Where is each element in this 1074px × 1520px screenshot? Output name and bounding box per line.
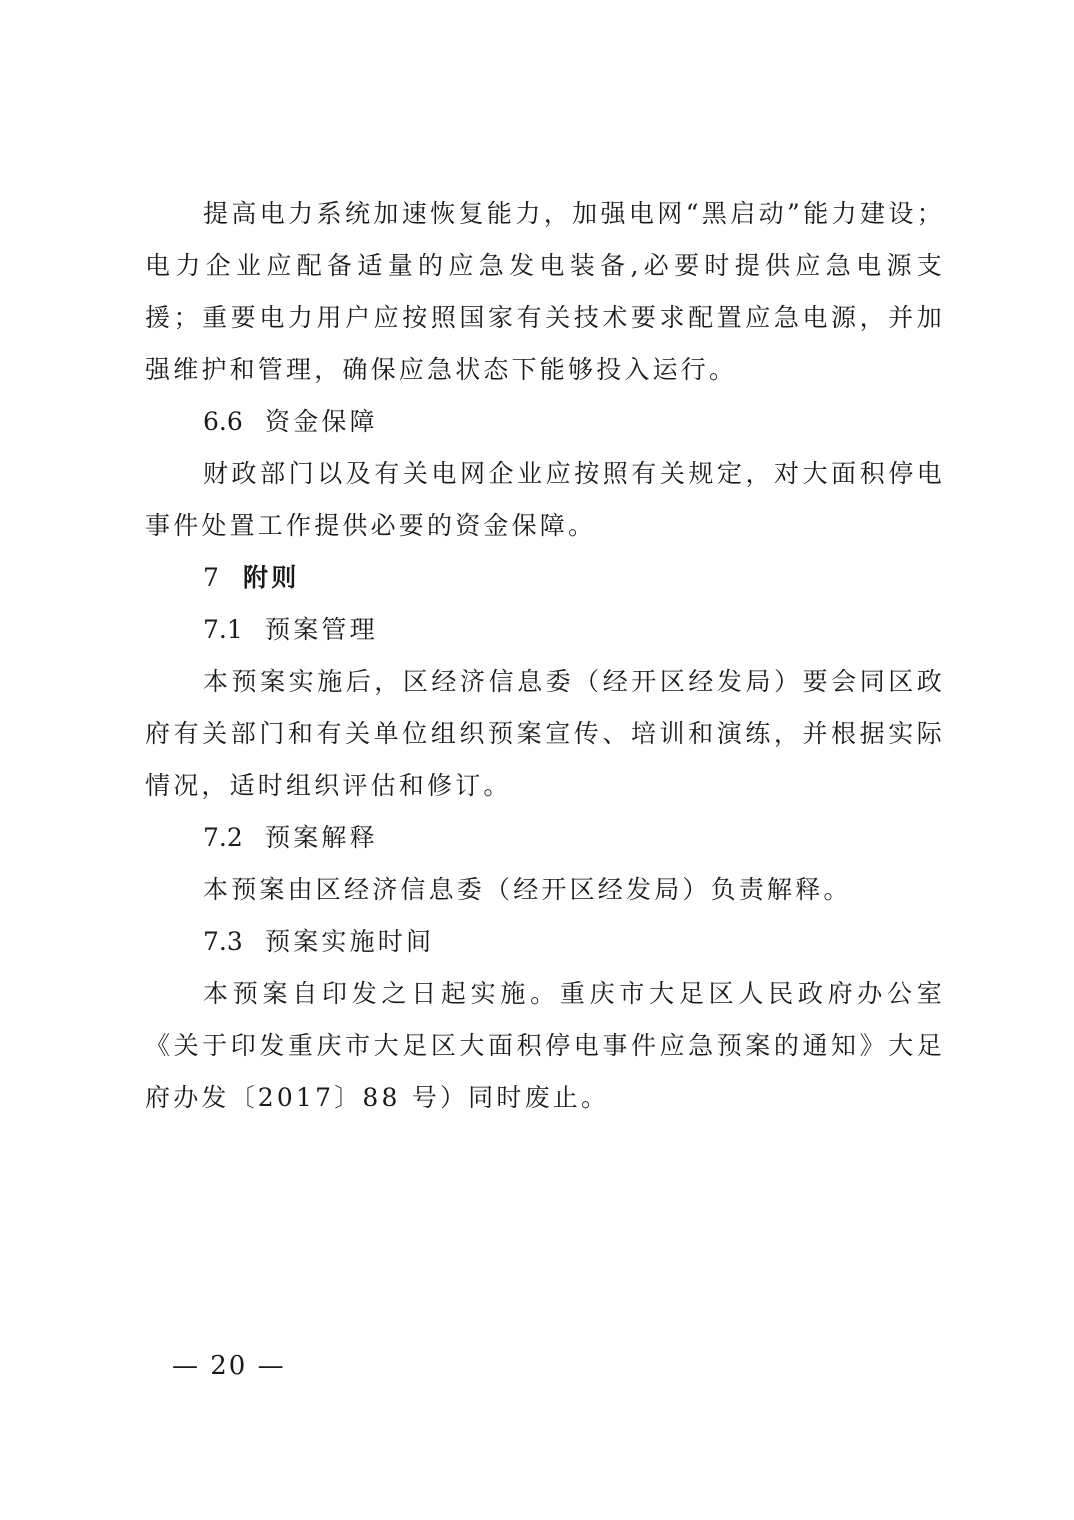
section-title: 资金保障 xyxy=(265,407,378,436)
section-title: 预案管理 xyxy=(265,615,378,644)
chapter-heading-7 xyxy=(145,552,945,604)
paragraph-power-recovery: 提高电力系统加速恢复能力，加强电网“黑启动”能力建设；电力企业应配备适量的应急发电装备,必要时提供应急电源支援；重要电力用户应按照国家有关技术要求配置应急电源，并加强维护和管理，确保应急状态下能够投入运行。 xyxy=(145,199,945,384)
paragraph-funding: 财政部门以及有关电网企业应按照有关规定，对大面积停电事件处置工作提供必要的资金保障。 xyxy=(145,459,945,540)
section-number: 7.1 xyxy=(203,615,243,644)
document-body xyxy=(145,188,945,1124)
paragraph-effective-date: 本预案自印发之日起实施。重庆市大足区人民政府办公室《关于印发重庆市大足区大面积停电事件应急预案的通知》大足府办发〔2017〕88 号）同时废止。 xyxy=(145,979,945,1112)
section-title: 预案解释 xyxy=(265,823,378,852)
section-number: 7.2 xyxy=(203,823,243,852)
page-number: — 20 — xyxy=(172,1351,286,1381)
section-heading-7-2 xyxy=(145,812,945,864)
section-title: 预案实施时间 xyxy=(265,927,435,956)
paragraph-plan-management: 本预案实施后，区经济信息委（经开区经发局）要会同区政府有关部门和有关单位组织预案宣传、培训和演练，并根据实际情况，适时组织评估和修订。 xyxy=(145,667,945,800)
chapter-number: 7 xyxy=(203,563,219,592)
section-number: 6.6 xyxy=(203,407,243,436)
section-heading-7-3 xyxy=(145,916,945,968)
chapter-title: 附则 xyxy=(243,563,300,592)
paragraph-plan-interpretation: 本预案由区经济信息委（经开区经发局）负责解释。 xyxy=(203,875,852,904)
section-heading-7-1 xyxy=(145,604,945,656)
section-number: 7.3 xyxy=(203,927,243,956)
section-heading-6-6 xyxy=(145,396,945,448)
